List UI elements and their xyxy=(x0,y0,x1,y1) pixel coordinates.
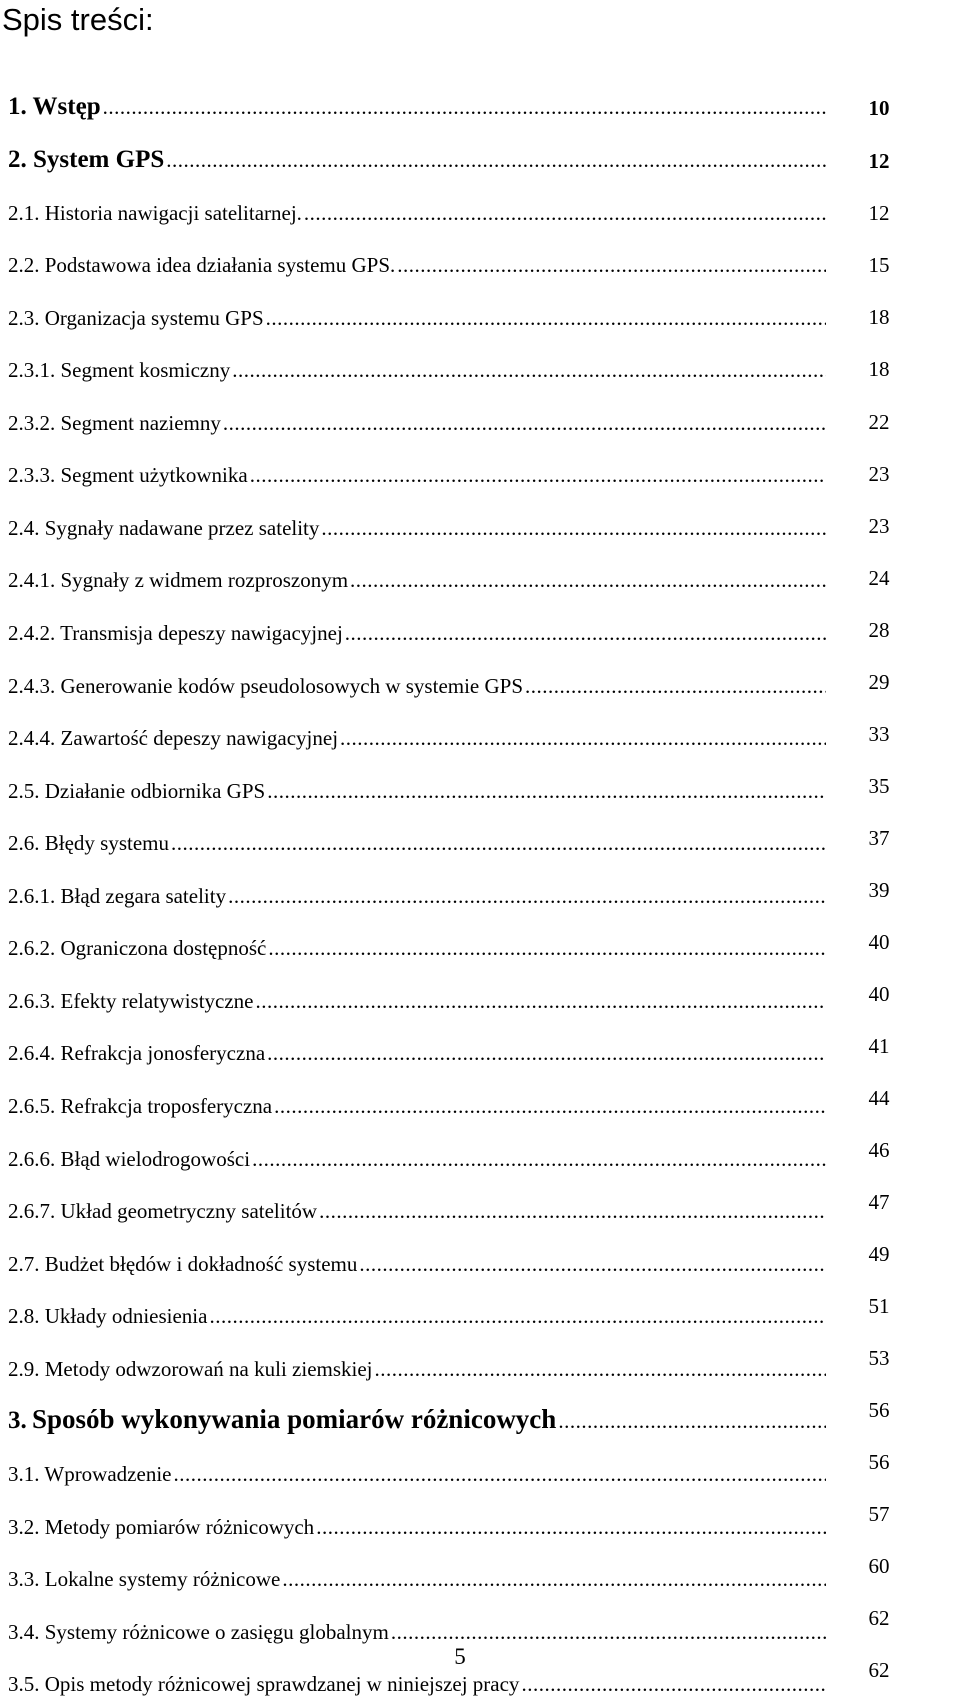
toc-entry-label: 2.6.6. Błąd wielodrogowości xyxy=(8,1147,251,1171)
toc-entry[interactable] xyxy=(8,1460,826,1488)
toc-page-number: 47 xyxy=(868,1190,890,1214)
toc-page-number: 18 xyxy=(868,357,890,381)
toc-leader xyxy=(164,146,826,174)
toc-page-number: 10 xyxy=(868,96,890,120)
toc-entry-label: 3.2. Metody pomiarów różnicowych xyxy=(8,1515,315,1539)
toc-entry[interactable] xyxy=(8,1145,826,1173)
toc-page-number: 22 xyxy=(868,410,890,434)
toc-entry-label: 2.5. Działanie odbiornika GPS xyxy=(8,779,266,803)
toc-entry-label: 2.4.3. Generowanie kodów pseudolosowych w systemie GPS xyxy=(8,674,524,698)
toc-page-number: 46 xyxy=(868,1138,890,1162)
toc-entry-label: 2.6.4. Refrakcja jonosferyczna xyxy=(8,1041,266,1065)
toc-page-number: 29 xyxy=(868,670,890,694)
toc-leader xyxy=(207,1302,826,1330)
toc-entry-label: 2.3.2. Segment naziemny xyxy=(8,411,221,435)
toc-entry-label: 2.6. Błędy systemu xyxy=(8,831,169,855)
toc-leader xyxy=(264,304,826,332)
toc-entry-label: 2.4.1. Sygnały z widmem rozproszonym xyxy=(8,568,349,592)
toc-page-number: 28 xyxy=(868,618,890,642)
toc-page-number: 53 xyxy=(868,1346,890,1370)
toc-entry-label: 2.4.2. Transmisja depeszy nawigacyjnej xyxy=(8,621,343,645)
toc-entry-label: 2.6.2. Ograniczona dostępność xyxy=(8,936,267,960)
toc-page-number: 35 xyxy=(868,774,890,798)
toc-entry-label: 3.1. Wprowadzenie xyxy=(8,1462,172,1486)
toc-leader xyxy=(266,934,826,962)
toc-leader xyxy=(226,882,826,910)
toc-entry[interactable] xyxy=(8,829,826,857)
toc-leader xyxy=(373,1355,826,1383)
toc-entry[interactable] xyxy=(8,882,826,910)
toc-leader xyxy=(519,1670,826,1698)
toc-leader xyxy=(248,461,826,489)
toc-page-number: 41 xyxy=(868,1034,890,1058)
toc-entry-label: 2.8. Układy odniesienia xyxy=(8,1304,208,1328)
toc-entry[interactable] xyxy=(8,1197,826,1225)
toc-entry[interactable] xyxy=(8,1405,826,1435)
toc-entry[interactable] xyxy=(8,304,826,332)
toc-page-number: 18 xyxy=(868,305,890,329)
toc-entry[interactable] xyxy=(8,1565,826,1593)
toc-leader xyxy=(169,829,826,857)
toc-page-number: 60 xyxy=(868,1554,890,1578)
toc-page-number: 23 xyxy=(868,514,890,538)
toc-leader xyxy=(317,1197,826,1225)
toc-entry[interactable] xyxy=(8,566,826,594)
toc-leader xyxy=(314,1513,826,1541)
toc-entry-label: 2.1. Historia nawigacji satelitarnej. xyxy=(8,201,302,225)
toc-entry[interactable] xyxy=(8,934,826,962)
toc-page-number: 33 xyxy=(868,722,890,746)
toc-entry[interactable] xyxy=(8,93,826,121)
toc-entry[interactable] xyxy=(8,1513,826,1541)
toc-leader xyxy=(230,356,826,384)
toc-page-number: 39 xyxy=(868,878,890,902)
toc-page-number: 12 xyxy=(868,149,890,173)
toc-leader xyxy=(265,777,826,805)
toc-page-number: 23 xyxy=(868,462,890,486)
toc-entry[interactable] xyxy=(8,1250,826,1278)
toc-entry-label: 2.4. Sygnały nadawane przez satelity xyxy=(8,516,320,540)
toc-entry-label: 2. System GPS xyxy=(8,146,165,173)
toc-leader xyxy=(221,409,826,437)
toc-entry-label: 2.7. Budżet błędów i dokładność systemu xyxy=(8,1252,358,1276)
toc-leader xyxy=(272,1092,826,1120)
toc-entry-label: 2.6.3. Efekty relatywistyczne xyxy=(8,989,254,1013)
toc-entry-text: Sposób wykonywania pomiarów różnicowych xyxy=(32,1404,557,1434)
toc-leader xyxy=(319,514,826,542)
toc-page-number: 40 xyxy=(868,930,890,954)
toc-page-number: 44 xyxy=(868,1086,890,1110)
toc-entry-label: 2.3. Organizacja systemu GPS xyxy=(8,306,264,330)
toc-entry-label: 3.5. Opis metody różnicowej sprawdzanej w niniejszej pracy xyxy=(8,1672,520,1696)
toc-entry[interactable] xyxy=(8,1618,826,1646)
toc-entry[interactable] xyxy=(8,251,826,279)
toc-entry[interactable] xyxy=(8,1670,826,1698)
toc-page-number: 56 xyxy=(868,1450,890,1474)
toc-page-number: 62 xyxy=(868,1658,890,1682)
toc-leader xyxy=(348,566,826,594)
toc-entry[interactable] xyxy=(8,724,826,752)
toc-page-number: 51 xyxy=(868,1294,890,1318)
toc-leader xyxy=(250,1145,826,1173)
toc-page-number: 57 xyxy=(868,1502,890,1526)
toc-page-number: 24 xyxy=(868,566,890,590)
toc-entry[interactable] xyxy=(8,1039,826,1067)
toc-entry-label: 2.2. Podstawowa idea działania systemu GPS. xyxy=(8,253,396,277)
toc-title: Spis treści: xyxy=(2,2,154,37)
toc-leader xyxy=(171,1460,826,1488)
footer-page-number: 5 xyxy=(454,1644,466,1669)
toc-entry[interactable] xyxy=(8,1092,826,1120)
toc-entry[interactable] xyxy=(8,146,826,174)
toc-entry-label: 3.3. Lokalne systemy różnicowe xyxy=(8,1567,281,1591)
toc-page-number: 12 xyxy=(868,201,890,225)
toc-page-number: 40 xyxy=(868,982,890,1006)
toc-entry-label: 2.6.1. Błąd zegara satelity xyxy=(8,884,227,908)
toc-page-number: 37 xyxy=(868,826,890,850)
toc-leader xyxy=(343,619,826,647)
toc-entry[interactable] xyxy=(8,514,826,542)
toc-entry[interactable] xyxy=(8,619,826,647)
toc-entry-label: 2.6.7. Układ geometryczny satelitów xyxy=(8,1199,318,1223)
toc-page-number: 56 xyxy=(868,1398,890,1422)
toc-entry-label: 1. Wstęp xyxy=(8,93,101,120)
toc-entry-label: 2.9. Metody odwzorowań na kuli ziemskiej xyxy=(8,1357,373,1381)
toc-entry[interactable] xyxy=(8,356,826,384)
toc-page-number: 62 xyxy=(868,1606,890,1630)
toc-page-number: 15 xyxy=(868,253,890,277)
toc-entry-label: 2.6.5. Refrakcja troposferyczna xyxy=(8,1094,273,1118)
toc-entry[interactable] xyxy=(8,461,826,489)
toc-entry[interactable] xyxy=(8,1302,826,1330)
toc-leader xyxy=(254,987,827,1015)
toc-entry[interactable] xyxy=(8,987,826,1015)
toc-entry-label xyxy=(8,1405,556,1435)
toc-entry-number: 3. xyxy=(8,1407,27,1434)
toc-leader xyxy=(556,1407,826,1435)
toc-leader xyxy=(101,93,826,121)
toc-leader xyxy=(357,1250,826,1278)
toc-entry[interactable] xyxy=(8,199,826,227)
toc-entry[interactable] xyxy=(8,777,826,805)
toc-leader xyxy=(395,251,826,279)
toc-entry-label: 2.4.4. Zawartość depeszy nawigacyjnej xyxy=(8,726,339,750)
toc-leader xyxy=(265,1039,826,1067)
toc-page-number: 49 xyxy=(868,1242,890,1266)
toc-entry[interactable] xyxy=(8,672,826,700)
toc-leader xyxy=(338,724,826,752)
toc-entry[interactable] xyxy=(8,1355,826,1383)
toc-entry-label: 3.4. Systemy różnicowe o zasięgu globalnym xyxy=(8,1620,389,1644)
toc-leader xyxy=(523,672,826,700)
toc-leader xyxy=(302,199,826,227)
toc-entry-label: 2.3.1. Segment kosmiczny xyxy=(8,358,231,382)
toc-entry-label: 2.3.3. Segment użytkownika xyxy=(8,463,248,487)
toc-leader xyxy=(280,1565,826,1593)
toc-entry[interactable] xyxy=(8,409,826,437)
